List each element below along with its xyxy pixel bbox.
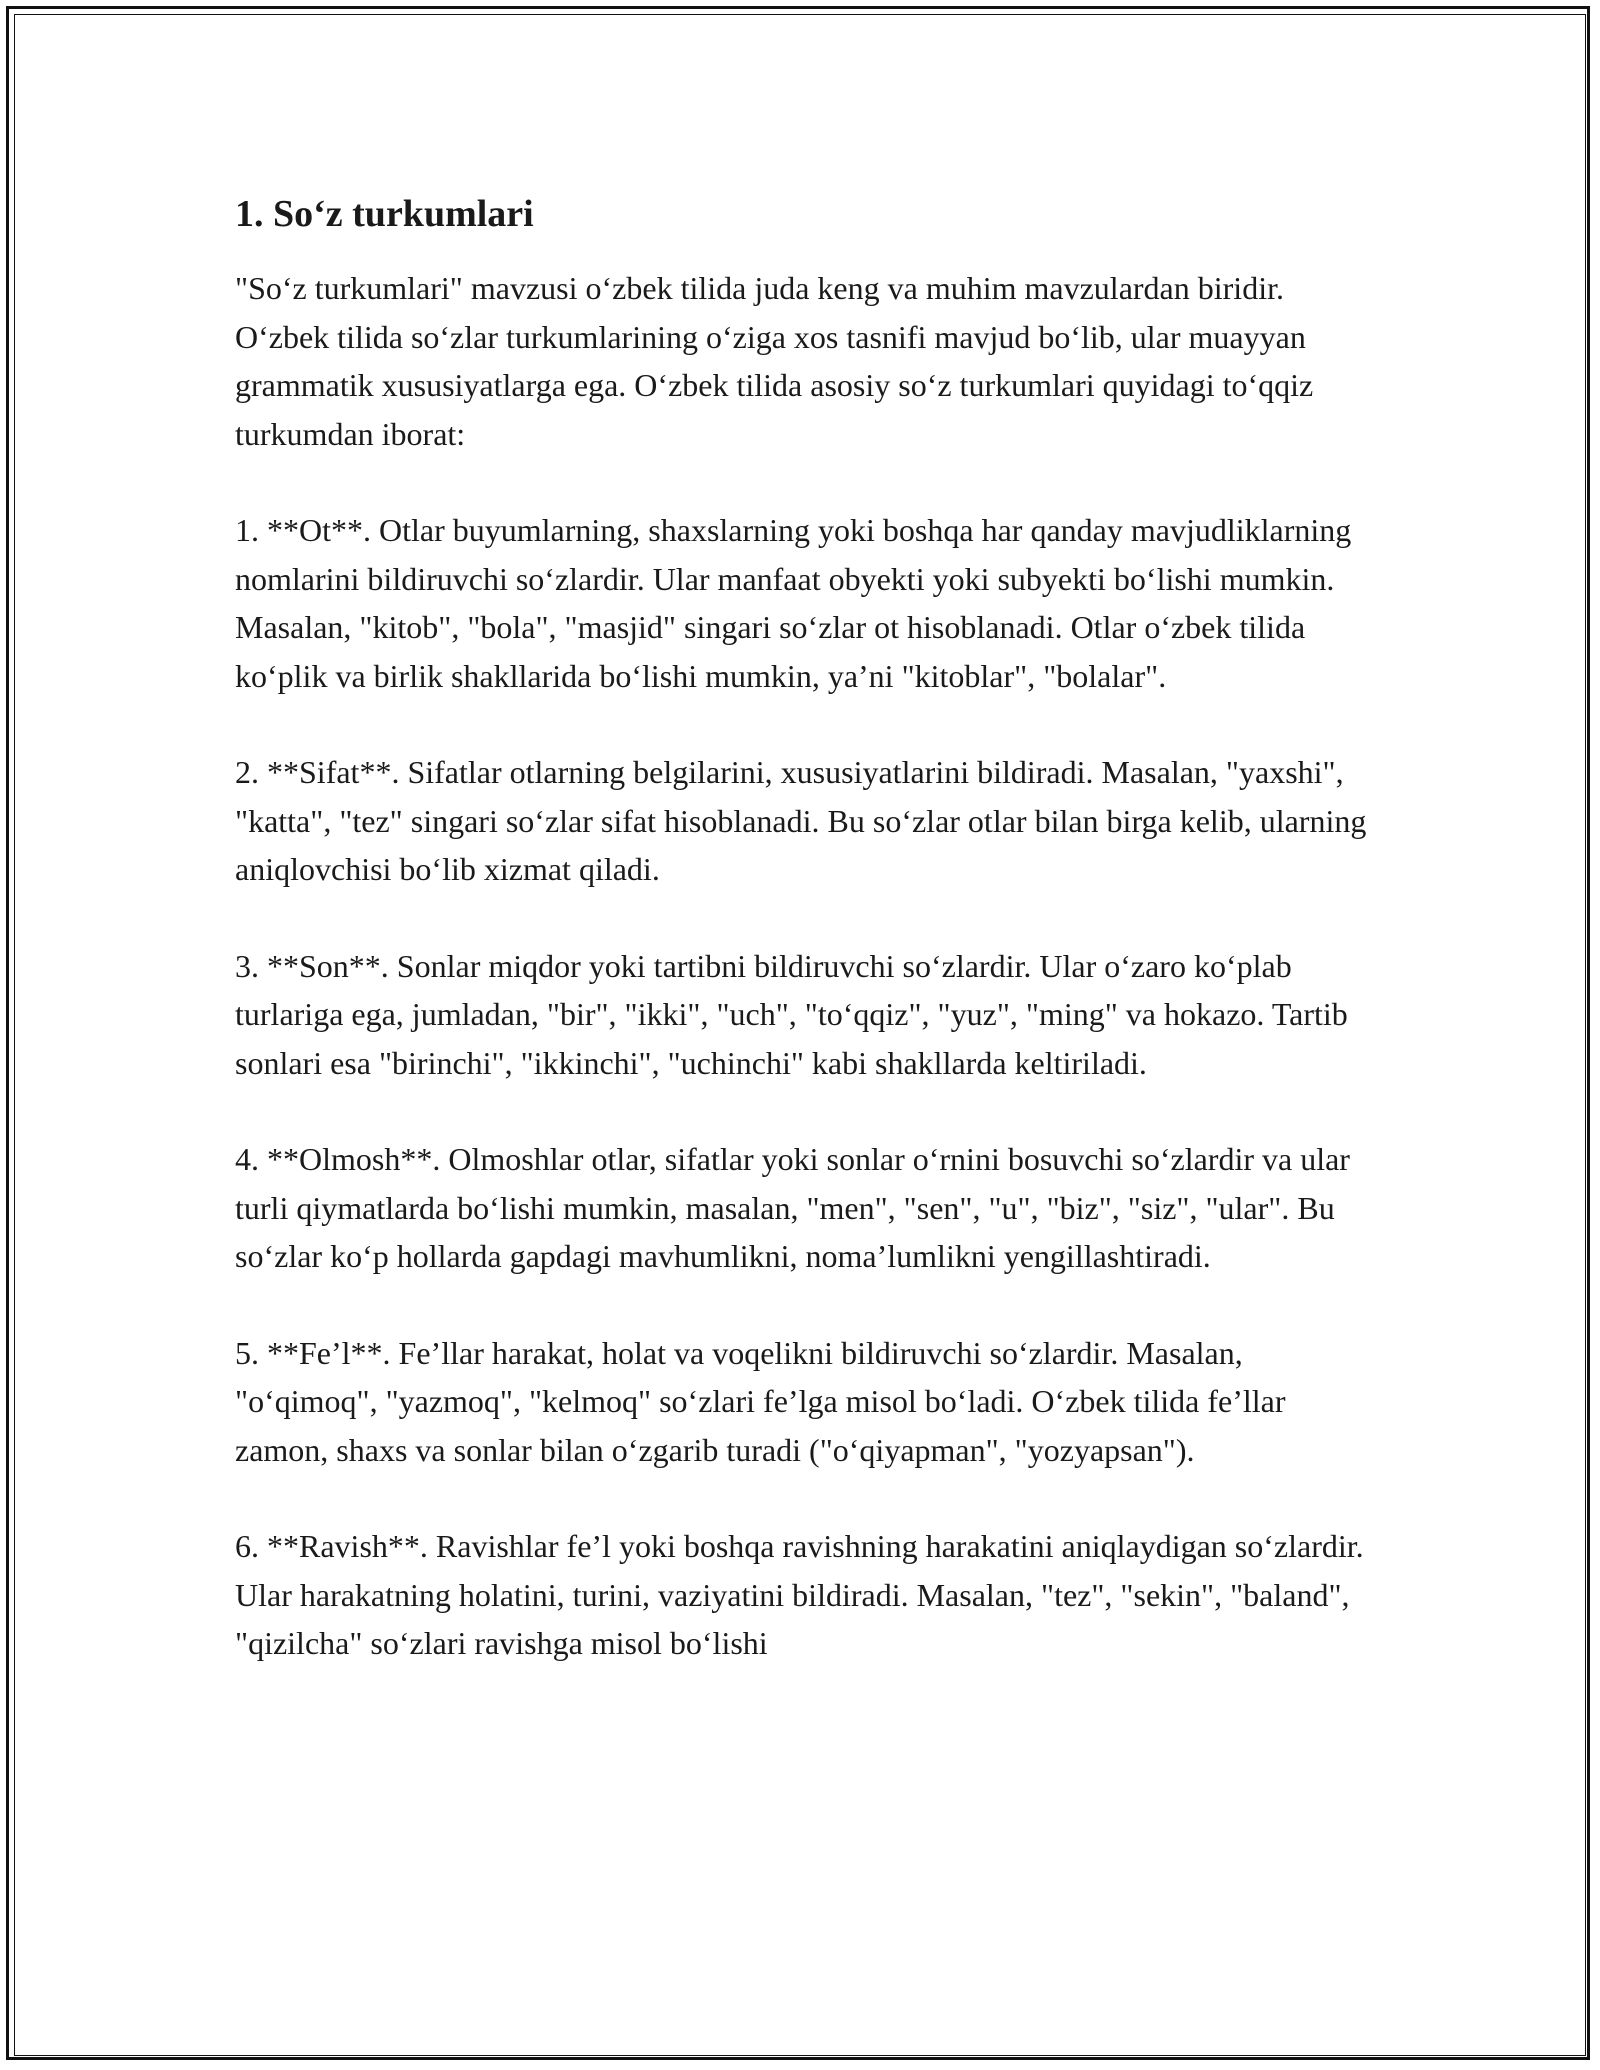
section-heading: 1. So‘z turkumlari (235, 193, 534, 235)
document-body (235, 186, 1375, 1716)
paragraph-son: 3. **Son**. Sonlar miqdor yoki tartibni bildiruvchi so‘zlardir. Ular o‘zaro ko‘plab turlariga ega, jumladan, "bir", "ikki", "uch", "to‘qqiz", "yuz", "ming" va hokazo. Tartib sonlari esa "birinchi", "ikkinchi", "uchinchi" kabi shakllarda keltiriladi. (235, 947, 1348, 1081)
paragraph-fel: 5. **Fe’l**. Fe’llar harakat, holat va voqelikni bildiruvchi so‘zlardir. Masalan, "o‘qimoq", "yazmoq", "kelmoq" so‘zlari fe’lga misol bo‘ladi. O‘zbek tilida fe’llar zamon, shaxs va sonlar bilan o‘zgarib turadi ("o‘qiyapman", "yozyapsan"). (235, 1334, 1286, 1468)
paragraph-olmosh: 4. **Olmosh**. Olmoshlar otlar, sifatlar yoki sonlar o‘rnini bosuvchi so‘zlardir va ular turli qiymatlarda bo‘lishi mumkin, masalan, "men", "sen", "u", "biz", "siz", "ular". Bu so‘zlar ko‘p hollarda gapdagi mavhumlikni, noma’lumlikni yengillashtiradi. (235, 1141, 1350, 1274)
paragraph-ot: 1. **Ot**. Otlar buyumlarning, shaxslarning yoki boshqa har qanday mavjudliklarning nomlarini bildiruvchi so‘zlardir. Ular manfaat obyekti yoki subyekti bo‘lishi mumkin. Masalan, "kitob", "bola", "masjid" singari so‘zlar ot hisoblanadi. Otlar o‘zbek tilida ko‘plik va birlik shakllarida bo‘lishi mumkin, ya’ni "kitoblar", "bolalar". (235, 512, 1352, 694)
intro-paragraph: "So‘z turkumlari" mavzusi o‘zbek tilida juda keng va muhim mavzulardan biridir. O‘zbek tilida so‘zlar turkumlarining o‘ziga xos tasnifi mavjud bo‘lib, ular muayyan grammatik xususiyatlarga ega. O‘zbek tilida asosiy so‘z turkumlari quyidagi to‘qqiz turkumdan iborat: (235, 270, 1314, 452)
paragraph-sifat: 2. **Sifat**. Sifatlar otlarning belgilarini, xususiyatlarini bildiradi. Masalan, "yaxshi", "katta", "tez" singari so‘zlar sifat hisoblanadi. Bu so‘zlar otlar bilan birga kelib, ularning aniqlovchisi bo‘lib xizmat qiladi. (235, 754, 1367, 887)
paragraph-ravish: 6. **Ravish**. Ravishlar fe’l yoki boshqa ravishning harakatini aniqlaydigan so‘zlardir. Ular harakatning holatini, turini, vaziyatini bildiradi. Masalan, "tez", "sekin", "baland", "qizilcha" so‘zlari ravishga misol bo‘lishi (235, 1528, 1364, 1661)
